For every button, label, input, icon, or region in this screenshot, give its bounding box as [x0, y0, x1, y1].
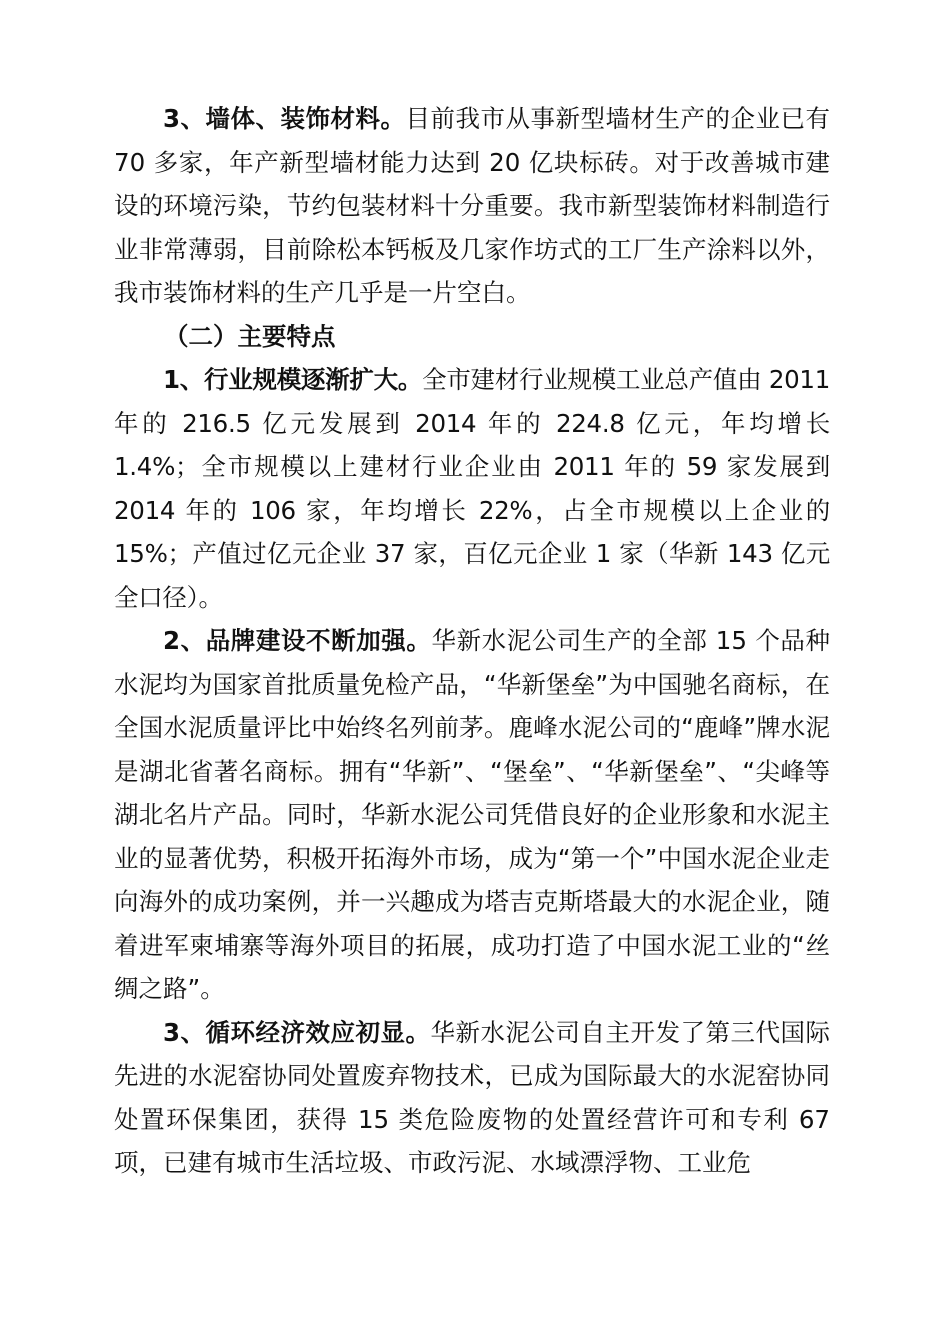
- paragraph-brand-building: [114, 619, 830, 1011]
- paragraph-lead: 1、行业规模逐渐扩大。: [163, 365, 423, 394]
- document-page: [114, 97, 830, 1185]
- paragraph-lead: 3、墙体、装饰材料。: [163, 104, 406, 133]
- paragraph-lead: 2、品牌建设不断加强。: [163, 626, 432, 655]
- paragraph-industry-scale: [114, 358, 830, 619]
- paragraph-text: 华新水泥公司生产的全部 15 个品种水泥均为国家首批质量免检产品，“华新堡垒”为中国驰名商标，在全国水泥质量评比中始终名列前茅。鹿峰水泥公司的“鹿峰”牌水泥是湖北省著名商标。拥有“华新”、“堡垒”、“华新堡垒”、“尖峰等湖北名片产品。同时，华新水泥公司凭借良好的企业形象和水泥主业的显著优势，积极开拓海外市场，成为“第一个”中国水泥企业走向海外的成功案例，并一兴趣成为塔吉克斯塔最大的水泥企业，随着进军柬埔寨等海外项目的拓展，成功打造了中国水泥工业的“丝绸之路”。: [114, 626, 831, 1003]
- section-heading: （二）主要特点: [164, 321, 336, 351]
- paragraph-lead: 3、循环经济效应初显。: [163, 1017, 431, 1047]
- paragraph-text: 华新水泥公司自主开发了第三代国际先进的水泥窑协同处置废弃物技术，已成为国际最大的水泥窑协同处置环保集团，获得 15 类危险废物的处置经营许可和专利 67 项，已建有城市生活垃圾、市政污泥、水域漂浮物、工业危: [114, 1017, 831, 1177]
- paragraph-text: 全市建材行业规模工业总产值由 2011 年的 216.5 亿元发展到 2014 年的 224.8 亿元，年均增长 1.4%；全市规模以上建材行业企业由 2011 年的 59 家发展到 2014 年的 106 家，年均增长 22%，占全市规模以上企业的 15%；产值过亿元企业 37 家，百亿元企业 1 家（华新 143 亿元全口径）。: [114, 365, 830, 612]
- paragraph-circular-economy: [114, 1011, 830, 1185]
- paragraph-text: 目前我市从事新型墙材生产的企业已有 70 多家，年产新型墙材能力达到 20 亿块标砖。对于改善城市建设的环境污染，节约包装材料十分重要。我市新型装饰材料制造行业非常薄弱，目前除松本钙板及几家作坊式的工厂生产涂料以外，我市装饰材料的生产几乎是一片空白。: [114, 104, 831, 307]
- paragraph-wall-materials: [114, 97, 830, 315]
